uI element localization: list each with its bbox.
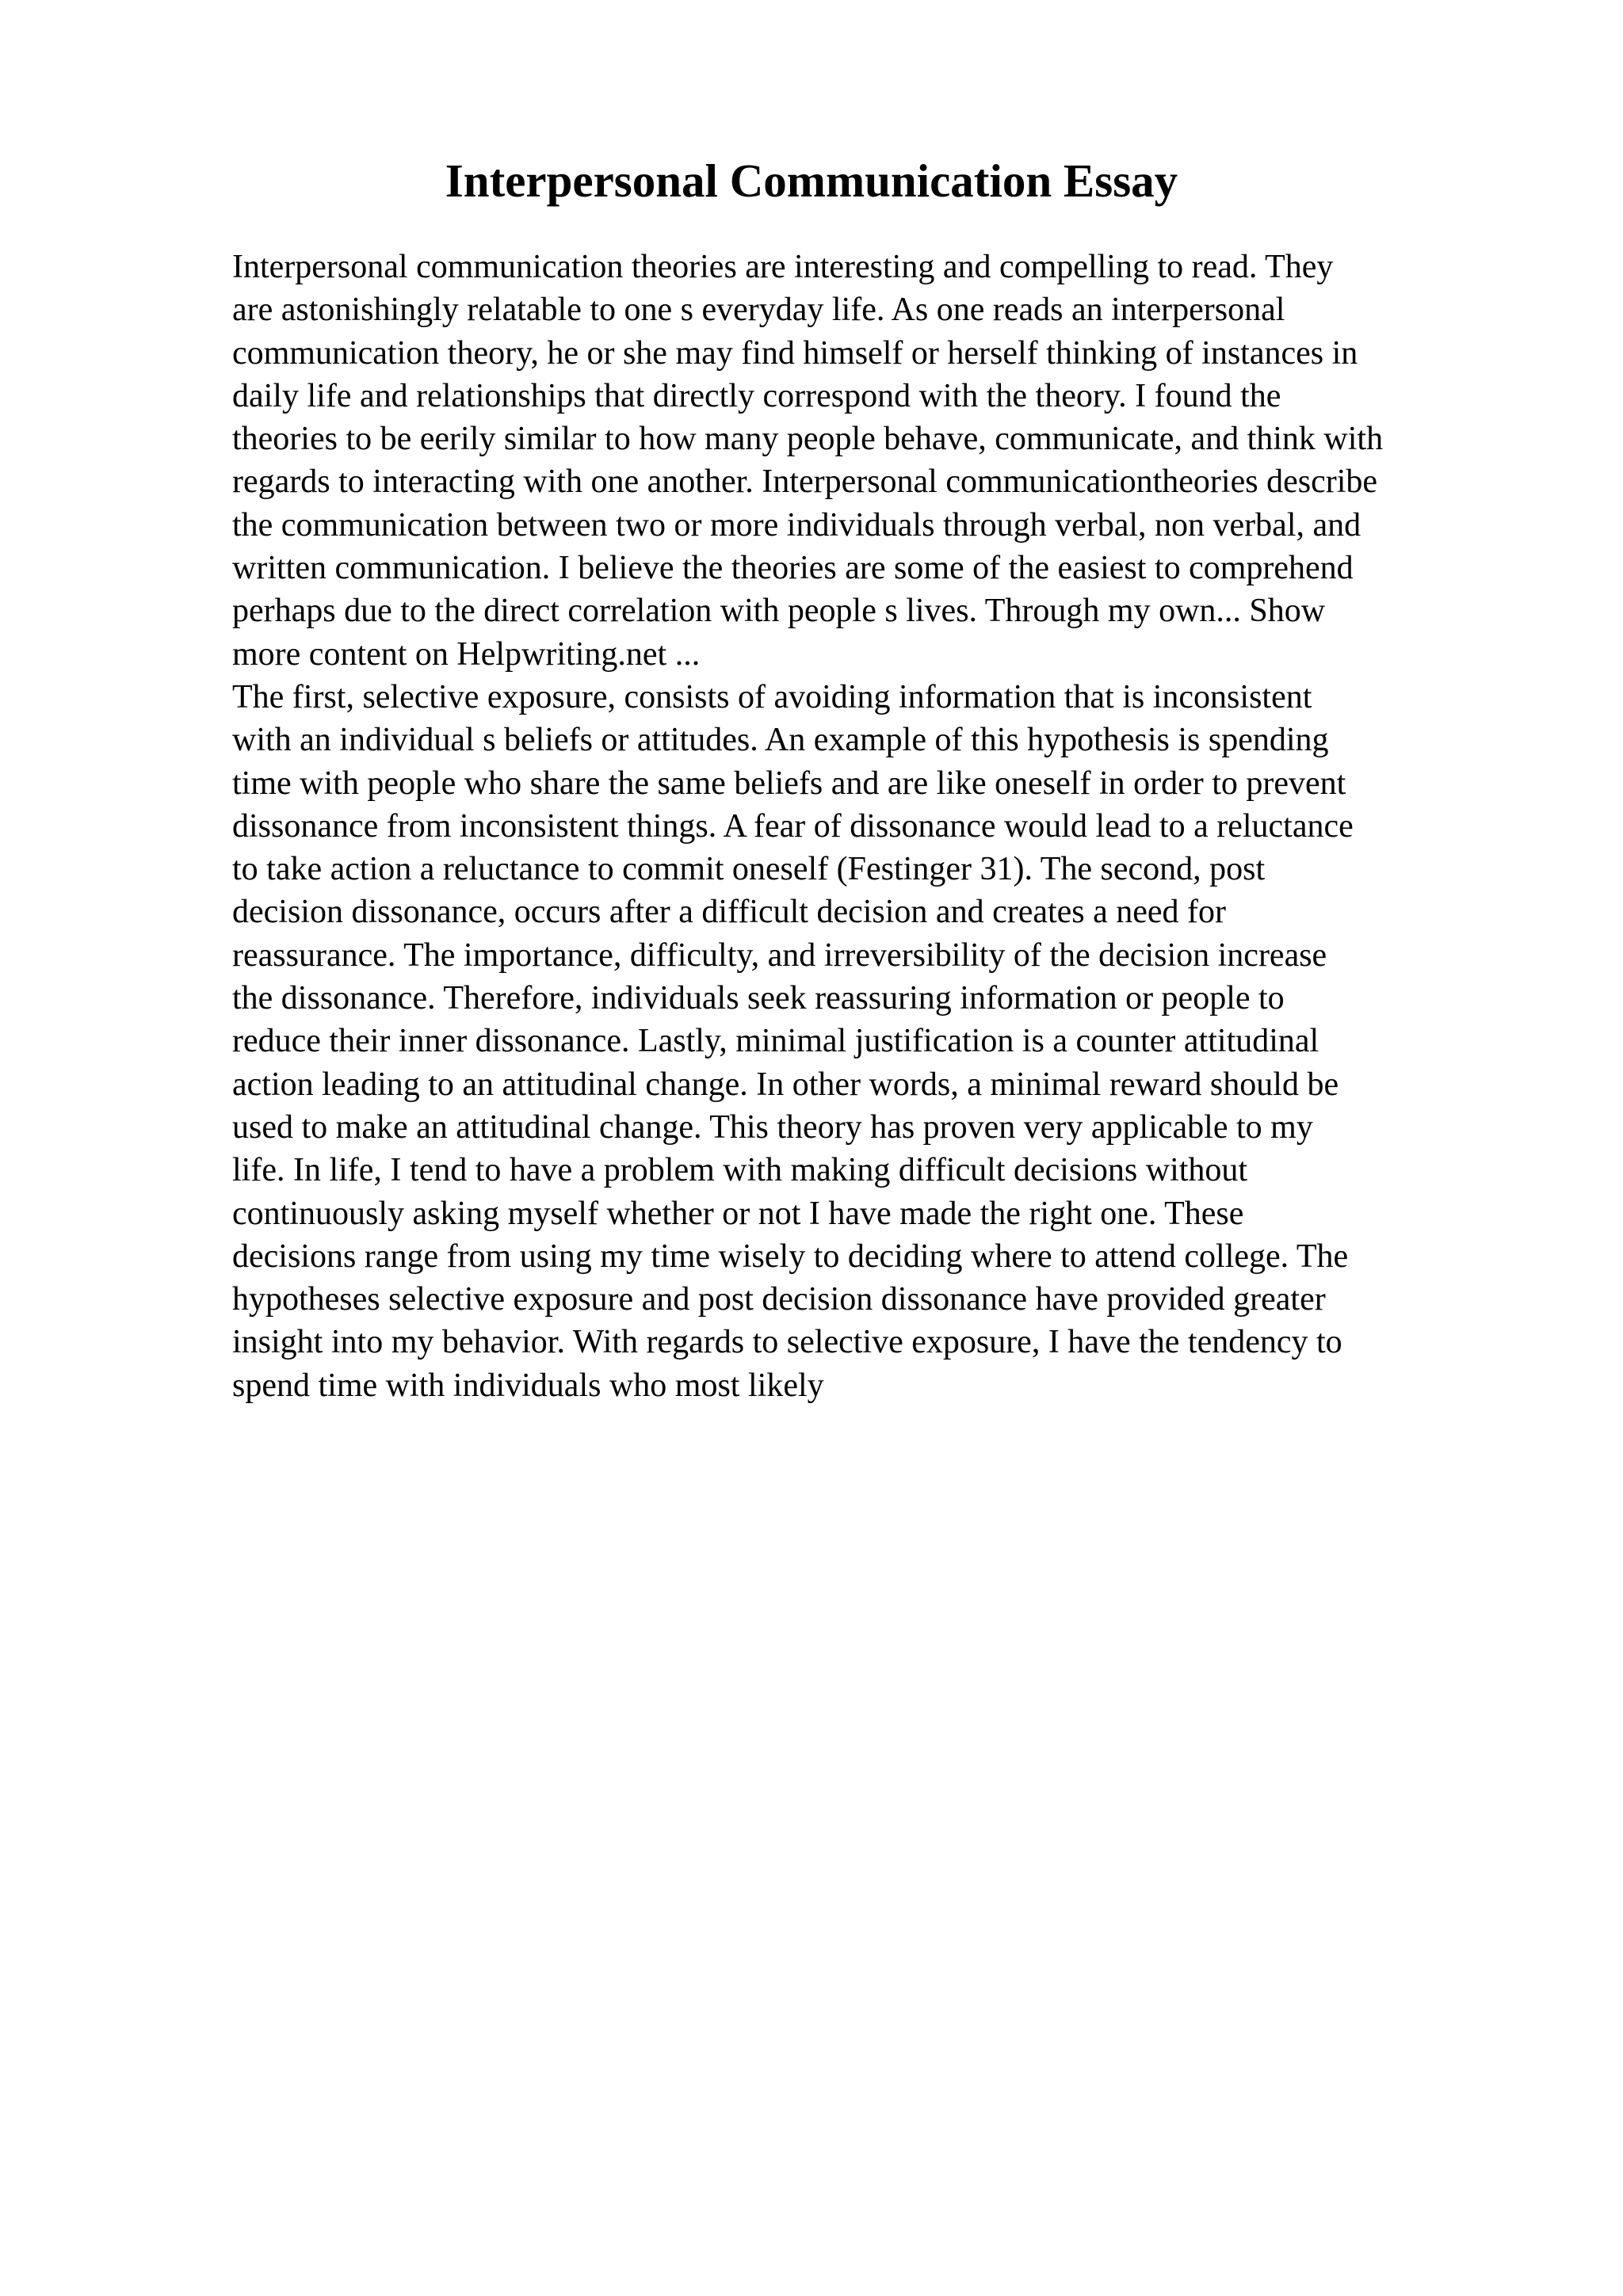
text-line: life. In life, I tend to have a problem with making difficult decisions without <box>232 1152 1248 1189</box>
text-line: regards to interacting with one another. Interpersonal communicationtheories describe <box>232 463 1378 501</box>
text-line: more content on Helpwriting.net ... <box>232 635 701 673</box>
document-body <box>232 246 1595 1407</box>
text-line: continuously asking myself whether or not I have made the right one. These <box>232 1195 1244 1232</box>
text-line: written communication. I believe the theories are some of the easiest to comprehend <box>232 550 1354 587</box>
text-line: reassurance. The importance, difficulty, and irreversibility of the decision increase <box>232 936 1327 974</box>
text-line: with an individual s beliefs or attitudes. An example of this hypothesis is spending <box>232 722 1329 759</box>
text-line: hypotheses selective exposure and post decision dissonance have provided greater <box>232 1281 1326 1318</box>
text-line: daily life and relationships that directly correspond with the theory. I found the <box>232 377 1281 414</box>
text-line: to take action a reluctance to commit oneself (Festinger 31). The second, post <box>232 851 1266 888</box>
text-line: decisions range from using my time wisely to deciding where to attend college. The <box>232 1238 1349 1275</box>
text-line: decision dissonance, occurs after a difficult decision and creates a need for <box>232 894 1227 931</box>
text-line: Interpersonal communication theories are interesting and compelling to read. They <box>232 249 1334 285</box>
text-line: reduce their inner dissonance. Lastly, minimal justification is a counter attitudinal <box>232 1023 1319 1060</box>
text-line: insight into my behavior. With regards to selective exposure, I have the tendency to <box>232 1324 1342 1361</box>
text-line: The first, selective exposure, consists of avoiding information that is inconsistent <box>232 678 1312 715</box>
document-title: Interpersonal Communication Essay <box>445 154 1178 207</box>
text-line: spend time with individuals who most likely <box>232 1367 824 1404</box>
text-line: communication theory, he or she may find himself or herself thinking of instances in <box>232 334 1358 372</box>
text-line: the communication between two or more individuals through verbal, non verbal, and <box>232 506 1361 543</box>
text-line: action leading to an attitudinal change. In other words, a minimal reward should be <box>232 1066 1339 1103</box>
text-line: the dissonance. Therefore, individuals seek reassuring information or people to <box>232 980 1285 1017</box>
text-line: are astonishingly relatable to one s everyday life. As one reads an interpersonal <box>232 292 1285 329</box>
text-line: time with people who share the same beliefs and are like oneself in order to prevent <box>232 765 1346 802</box>
text-line: perhaps due to the direct correlation with people s lives. Through my own... Show <box>232 593 1326 630</box>
text-line: used to make an attitudinal change. This theory has proven very applicable to my <box>232 1108 1313 1146</box>
text-line: theories to be eerily similar to how many people behave, communicate, and think with <box>232 421 1384 458</box>
text-line: dissonance from inconsistent things. A fear of dissonance would lead to a reluctance <box>232 807 1354 845</box>
